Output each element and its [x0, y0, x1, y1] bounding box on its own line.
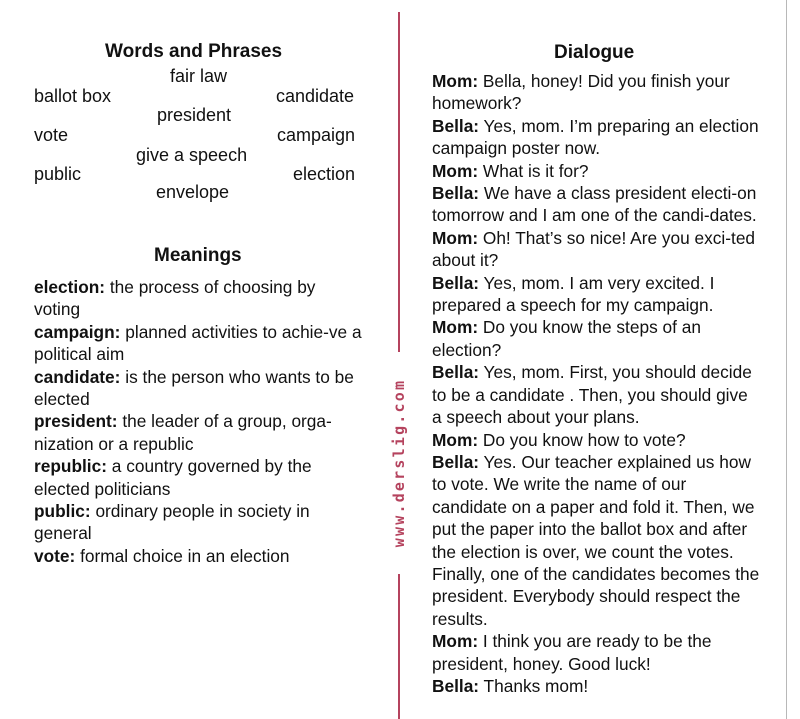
meaning-definition: ordinary people in society in general — [34, 501, 310, 544]
speaker-name: Mom: — [432, 317, 479, 338]
meaning-definition: the leader of a group, orga-nization or a republic — [34, 411, 332, 454]
word-fair-law: fair law — [170, 66, 228, 86]
dialogue-text: We have a class president electi-on tomorrow and I am one of the candi-dates. — [432, 183, 757, 226]
dialogue-line — [432, 272, 762, 317]
meaning-entry — [34, 500, 364, 545]
speaker-name: Bella: — [432, 183, 480, 204]
meaning-term: republic: — [34, 456, 107, 477]
meaning-entry — [34, 545, 364, 567]
dialogue-line — [432, 429, 762, 451]
word-public: public — [34, 164, 82, 184]
word-vote: vote — [34, 125, 69, 145]
meaning-term: campaign: — [34, 321, 121, 342]
column-divider-bottom — [398, 574, 400, 719]
meaning-entry — [34, 410, 364, 455]
dialogue-line — [432, 182, 762, 227]
dialogue-line — [432, 451, 762, 630]
dialogue-text: Do you know the steps of an election? — [432, 317, 701, 360]
words-phrases-heading: Words and Phrases — [105, 41, 283, 62]
speaker-name: Bella: — [432, 115, 480, 136]
dialogue-line — [432, 675, 762, 697]
dialogue-text: Yes. Our teacher explained us how to vote. We write the name of our candidate on a paper and fold it. Then, we put the paper into the ballot box and after the election is over, we count the votes. Finally, one of the candidates becomes the president. Everybody should respect the results. — [432, 451, 760, 629]
dialogue-line — [432, 316, 762, 361]
speaker-name: Mom: — [432, 227, 479, 248]
meaning-term: public: — [34, 501, 91, 522]
dialogue-text: Yes, mom. I’m preparing an election campaign poster now. — [432, 115, 759, 159]
word-ballot-box: ballot box — [34, 86, 112, 106]
meaning-entry — [34, 366, 364, 411]
dialogue-line — [432, 160, 762, 182]
dialogue-line — [432, 70, 762, 115]
dialogue-line — [432, 630, 762, 675]
dialogue-body — [432, 70, 762, 697]
meanings-list — [34, 276, 364, 567]
dialogue-text: Yes, mom. I am very excited. I prepared a speech for my campaign. — [432, 272, 715, 316]
word-campaign: campaign — [277, 125, 356, 145]
dialogue-heading: Dialogue — [554, 42, 635, 63]
meaning-term: candidate: — [34, 366, 121, 387]
meaning-definition: the process of choosing by voting — [34, 277, 316, 320]
meaning-definition: formal choice in an election — [75, 545, 290, 566]
meaning-definition: is the person who wants to be elected — [34, 366, 354, 410]
dialogue-text: What is it for? — [478, 160, 589, 181]
speaker-name: Bella: — [432, 451, 480, 472]
meaning-definition: planned activities to achie-ve a political aim — [34, 321, 362, 365]
meaning-term: election: — [34, 277, 106, 297]
word-envelope: envelope — [156, 182, 230, 202]
column-divider-top — [398, 12, 400, 352]
dialogue-text: Bella, honey! Did you finish your homework? — [432, 71, 730, 114]
dialogue-text: Oh! That’s so nice! Are you exci-ted about it? — [432, 227, 756, 271]
meaning-entry — [34, 276, 364, 321]
watermark-text: www.derslig.com — [390, 378, 408, 548]
speaker-name: Mom: — [432, 160, 479, 181]
speaker-name: Bella: — [432, 362, 480, 383]
word-president: president — [157, 105, 232, 125]
meaning-definition: a country governed by the elected politicians — [34, 456, 312, 499]
meanings-heading: Meanings — [154, 245, 242, 266]
speaker-name: Mom: — [432, 429, 479, 450]
meaning-term: president: — [34, 411, 118, 432]
dialogue-line — [432, 115, 762, 160]
dialogue-text: Do you know how to vote? — [478, 429, 686, 450]
word-candidate: candidate — [276, 86, 355, 106]
meaning-entry — [34, 455, 364, 500]
speaker-name: Bella: — [432, 272, 480, 293]
meaning-entry — [34, 321, 364, 366]
dialogue-text: Thanks mom! — [479, 675, 589, 696]
speaker-name: Bella: — [432, 675, 480, 696]
page-edge — [786, 0, 800, 719]
meaning-term: vote: — [34, 545, 76, 566]
dialogue-text: I think you are ready to be the president, honey. Good luck! — [432, 631, 712, 674]
word-election: election — [293, 164, 356, 184]
speaker-name: Mom: — [432, 71, 479, 91]
dialogue-line — [432, 227, 762, 272]
speaker-name: Mom: — [432, 631, 479, 652]
word-give-a-speech: give a speech — [136, 145, 248, 165]
dialogue-line — [432, 361, 762, 428]
dialogue-text: Yes, mom. First, you should decide to be a candidate . Then, you should give a speech about your plans. — [432, 362, 752, 428]
